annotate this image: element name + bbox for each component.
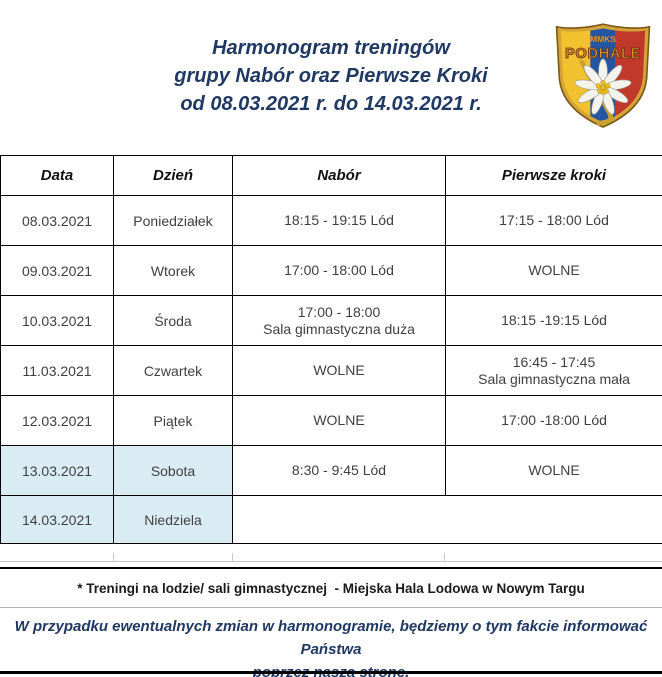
cell-pierwsze-kroki: WOLNE: [446, 246, 662, 296]
cell-pierwsze-kroki: 17:15 - 18:00 Lód: [446, 196, 662, 246]
table-row: [1, 346, 662, 396]
divider: [113, 553, 114, 561]
divider: [0, 671, 662, 674]
divider: [232, 553, 233, 561]
cell-date: 13.03.2021: [1, 446, 114, 496]
cell-nabor: 8:30 - 9:45 Lód: [233, 446, 446, 496]
cell-date: 08.03.2021: [1, 196, 114, 246]
club-crest-logo: [546, 22, 660, 136]
cell-day: Niedziela: [114, 496, 233, 544]
cell-day: Piątek: [114, 396, 233, 446]
table-row: [1, 246, 662, 296]
col-header-pierwsze-kroki: Pierwsze kroki: [446, 156, 662, 196]
col-header-dzien: Dzień: [114, 156, 233, 196]
cell-date: 14.03.2021: [1, 496, 114, 544]
notice-line-2: [0, 661, 662, 677]
title-line-1: Harmonogram treningów: [212, 37, 450, 59]
table-row: [1, 446, 662, 496]
col-header-data: Data: [1, 156, 114, 196]
cell-empty-merged: [233, 496, 662, 544]
title-line-2: grupy Nabór oraz Pierwsze Kroki: [174, 65, 488, 87]
change-notice: [0, 615, 662, 677]
table-row: [1, 496, 662, 544]
footnote: * Treningi na lodzie/ sali gimnastycznej - Miejska Hala Lodowa w Nowym Targu: [77, 580, 585, 596]
title-line-3: od 08.03.2021 r. do 14.03.2021 r.: [180, 93, 482, 115]
cell-pierwsze-kroki: 18:15 -19:15 Lód: [446, 296, 662, 346]
cell-date: 11.03.2021: [1, 346, 114, 396]
divider: [0, 607, 662, 608]
cell-day: Środa: [114, 296, 233, 346]
cell-nabor: 18:15 - 19:15 Lód: [233, 196, 446, 246]
cell-nabor: WOLNE: [233, 346, 446, 396]
cell-pierwsze-kroki: 17:00 -18:00 Lód: [446, 396, 662, 446]
cell-date: 12.03.2021: [1, 396, 114, 446]
header-row: [1, 156, 662, 196]
cell-day: Wtorek: [114, 246, 233, 296]
shield-icon: [546, 22, 660, 136]
table-row: [1, 396, 662, 446]
table-remainder-row: [0, 553, 662, 562]
club-name: PODHALE: [565, 45, 641, 62]
club-short-name: MMKS: [590, 34, 616, 45]
cell-day: Czwartek: [114, 346, 233, 396]
cell-day: Poniedziałek: [114, 196, 233, 246]
schedule-table: [0, 155, 662, 544]
divider: [444, 553, 445, 561]
table-row: [1, 196, 662, 246]
notice-line-1: W przypadku ewentualnych zmian w harmonogramie, będziemy o tym fakcie informować Państwa: [14, 618, 648, 658]
cell-day: Sobota: [114, 446, 233, 496]
cell-nabor: 17:00 - 18:00 Sala gimnastyczna duża: [233, 296, 446, 346]
cell-nabor: WOLNE: [233, 396, 446, 446]
cell-pierwsze-kroki: 16:45 - 17:45 Sala gimnastyczna mała: [446, 346, 662, 396]
table-row: [1, 296, 662, 346]
cell-date: 09.03.2021: [1, 246, 114, 296]
cell-nabor: 17:00 - 18:00 Lód: [233, 246, 446, 296]
cell-pierwsze-kroki: WOLNE: [446, 446, 662, 496]
col-header-nabor: Nabór: [233, 156, 446, 196]
cell-date: 10.03.2021: [1, 296, 114, 346]
